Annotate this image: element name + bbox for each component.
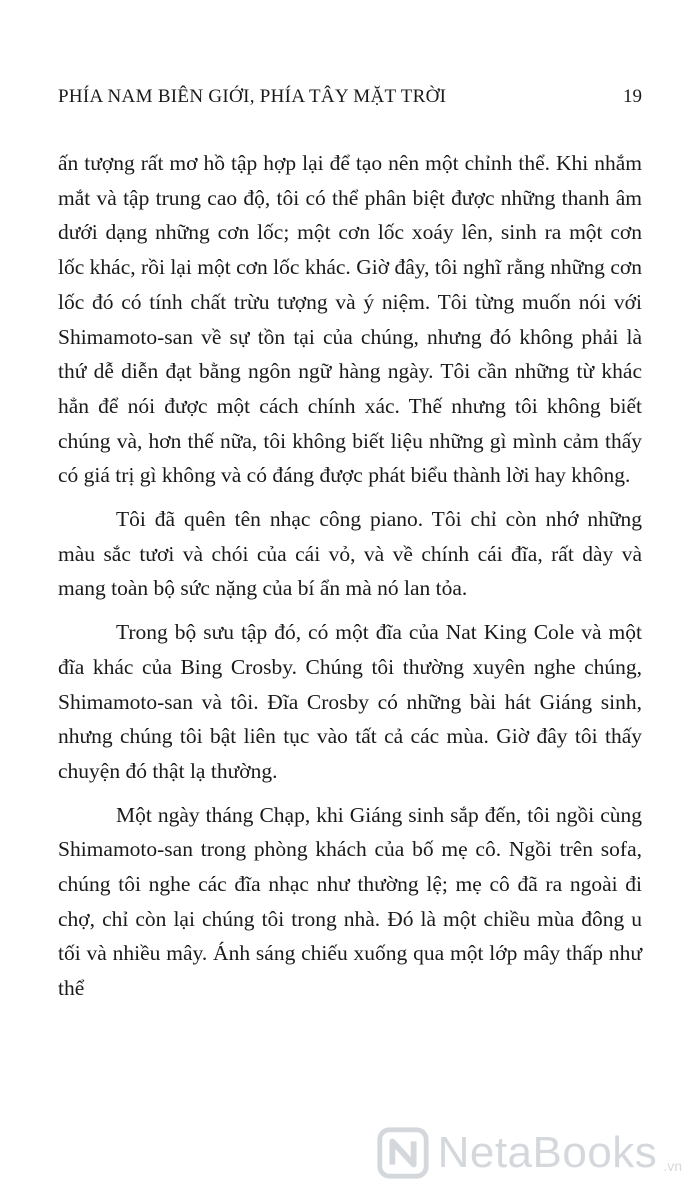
watermark — [374, 1118, 682, 1188]
netabooks-logo-icon — [374, 1124, 432, 1182]
paragraph: Tôi đã quên tên nhạc công piano. Tôi chỉ còn nhớ những màu sắc tươi và chói của cái vỏ, và về chính cái đĩa, rất dày và mang toàn bộ sức nặng của bí ẩn mà nó lan tỏa. — [58, 507, 642, 601]
paragraph: Trong bộ sưu tập đó, có một đĩa của Nat King Cole và một đĩa khác của Bing Crosby. Chúng tôi thường xuyên nghe chúng, Shimamoto-san và tôi. Đĩa Crosby có những bài hát Giáng sinh, nhưng chúng tôi bật liên tục vào tất cả các mùa. Giờ đây tôi thấy chuyện đó thật lạ thường. — [58, 620, 642, 783]
body-text — [58, 146, 642, 1006]
page-number: 19 — [623, 86, 642, 107]
paragraph: Một ngày tháng Chạp, khi Giáng sinh sắp đến, tôi ngồi cùng Shimamoto-san trong phòng khách của bố mẹ cô. Ngồi trên sofa, chúng tôi nghe các đĩa nhạc như thường lệ; mẹ cô đã ra ngoài đi chợ, chỉ còn lại chúng tôi trong nhà. Đó là một chiều mùa đông u tối và nhiều mây. Ánh sáng chiếu xuống qua một lớp mây thấp như thể — [58, 802, 642, 1001]
running-title: PHÍA NAM BIÊN GIỚI, PHÍA TÂY MẶT TRỜI — [58, 86, 447, 107]
watermark-brand: NetaBooks — [437, 1128, 658, 1177]
page-header — [58, 86, 642, 114]
watermark-tld: .vn — [663, 1158, 682, 1174]
paragraph: ấn tượng rất mơ hồ tập hợp lại để tạo nên một chỉnh thể. Khi nhắm mắt và tập trung cao độ, tôi có thể phân biệt được những thanh âm dưới dạng những cơn lốc; một cơn lốc xoáy lên, sinh ra một cơn lốc khác, rồi lại một cơn lốc khác. Giờ đây, tôi nghĩ rằng những cơn lốc đó có tính chất trừu tượng và ý niệm. Tôi từng muốn nói với Shimamoto-san về sự tồn tại của chúng, nhưng đó không phải là thứ dễ diễn đạt bằng ngôn ngữ hàng ngày. Tôi cần những từ khác hẳn để nói được một cách chính xác. Thế nhưng tôi không biết chúng và, hơn thế nữa, tôi không biết liệu những gì mình cảm thấy có giá trị gì không và có đáng được phát biểu thành lời hay không. — [58, 151, 642, 488]
